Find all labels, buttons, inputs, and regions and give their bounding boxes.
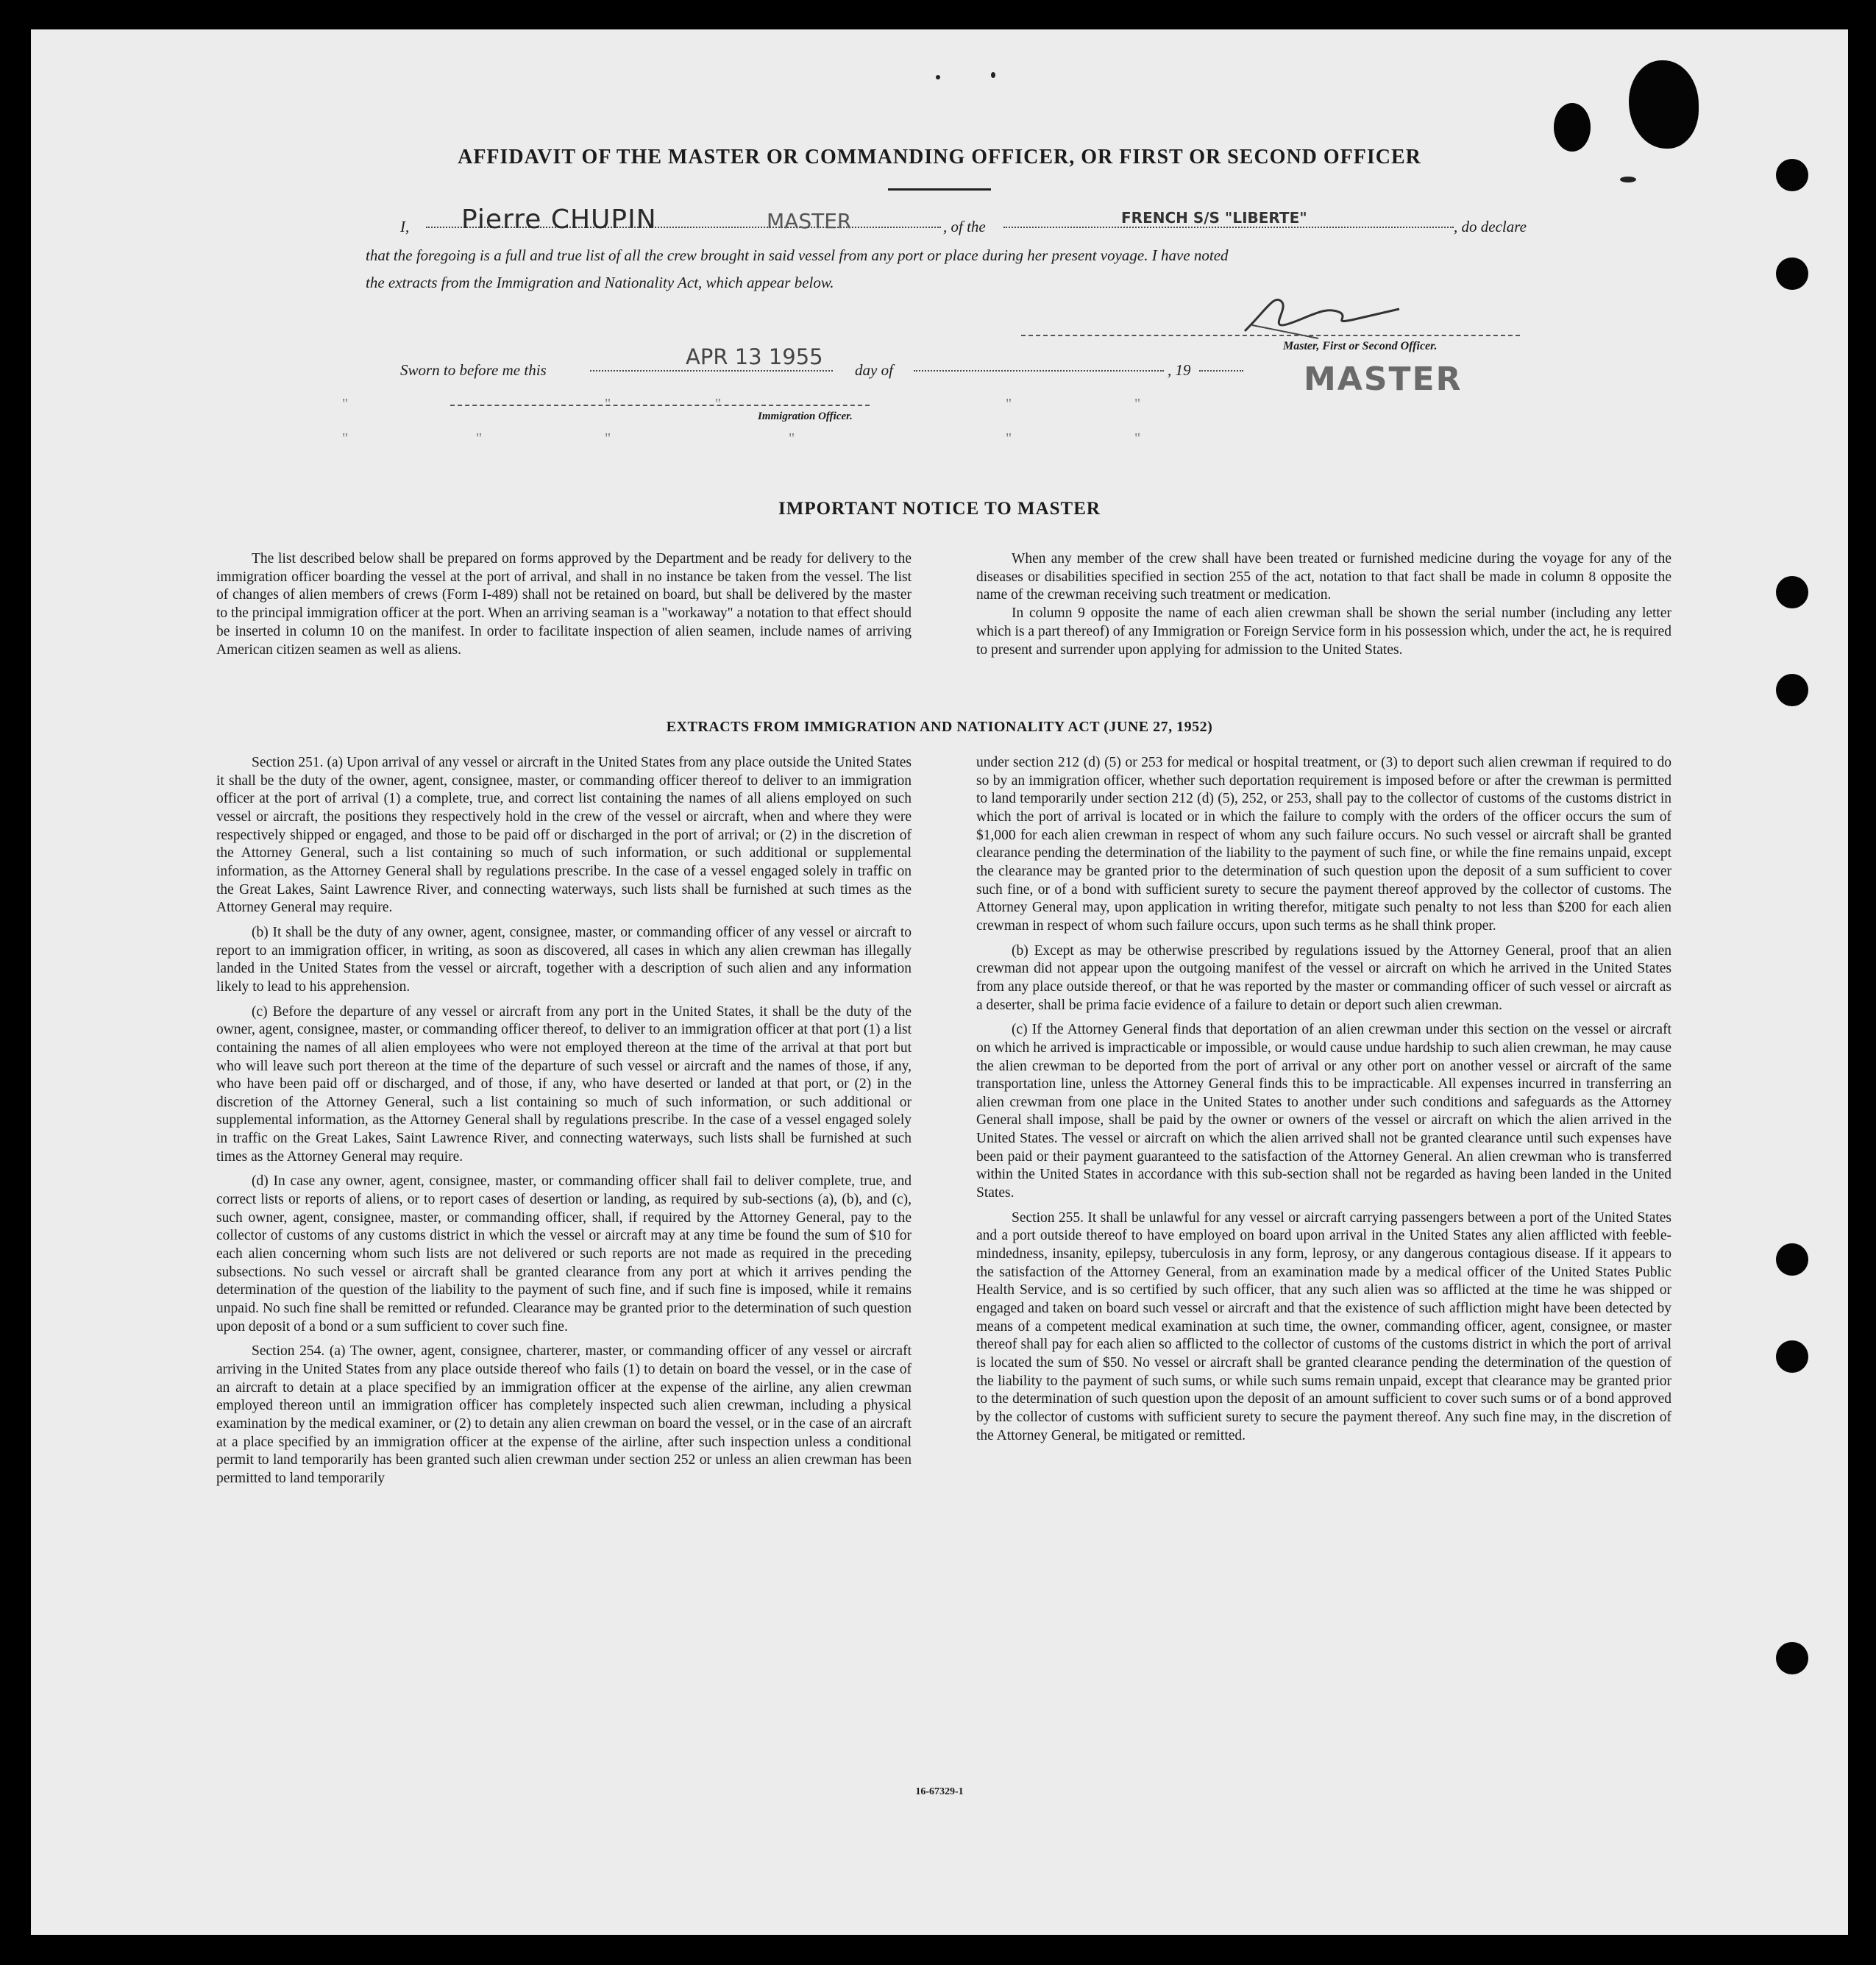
ditto-mark: " <box>715 396 722 412</box>
declaration-line-1: that the foregoing is a full and true list of all the crew brought in said vessel from any port or place during her present voyage. I have noted <box>366 246 1229 264</box>
section-paragraph: Section 254. (a) The owner, agent, consignee, charterer, master, or commanding officer of any vessel or aircraft arriving in the United States from any place outside thereof who fails (1) to detain on board the vessel, or in the case of an aircraft to detain at a place specified by an immigration officer at the expense of the airline, any alien crewman employed thereon until an immigration officer has completely inspected such alien crewman, including a physical examination by the medical examiner, or (2) to detain any alien crewman on board the vessel, or in the case of an aircraft at a place specified by an immigration officer at the expense of the airline, after such inspection unless a conditional permit to land temporarily has been granted such alien crewman under section 252 or unless an alien crewman has been permitted to land temporarily <box>216 1343 912 1486</box>
punch-hole <box>1554 103 1591 152</box>
punch-hole <box>1776 1340 1808 1373</box>
sworn-date-line <box>590 370 833 372</box>
ditto-mark: " <box>789 430 795 447</box>
signature-line <box>1021 335 1520 336</box>
scan-speck <box>991 72 995 78</box>
year-label: , 19 <box>1168 361 1191 379</box>
notice-paragraph: The list described below shall be prepared on forms approved by the Department and be ready for delivery to the immigration officer boarding the vessel at the port of arrival, and shall in no instance be taken from the vessel. The list of changes of alien members of crews (Form I-489) shall not be retained on board, but shall be delivered by the master to the principal immigration officer at the port. When an arriving seaman is a "workaway" a notation to that effect should be inserted in column 10 on the manifest. In order to facilitate inspection of alien seamen, include names of arriving American citizen seamen as well as aliens. <box>216 551 912 658</box>
punch-hole <box>1776 576 1808 608</box>
extracts-left-column <box>216 754 912 1495</box>
ditto-mark: " <box>342 396 349 412</box>
do-declare-label: , do declare <box>1454 218 1527 235</box>
ditto-mark: " <box>1006 396 1012 412</box>
form-code: 16-67329-1 <box>915 1786 964 1797</box>
ditto-mark: " <box>1134 430 1141 447</box>
notice-paragraph: When any member of the crew shall have been treated or furnished medicine during the voyage for any of the diseases or disabilities specified in section 255 of the act, notation to that fact shall be made in column 8 opposite the name of the crewman receiving such treatment or medication. <box>976 551 1671 603</box>
section-paragraph: (d) In case any owner, agent, consignee, master, or commanding officer shall fail to deliver complete, true, and correct lists or reports of aliens, or to report cases of desertion or landing, as required by sub-sections (a), (b), and (c), such owner, agent, consignee, master, or commanding officer, shall, if required by the Attorney General, pay to the collector of customs of any customs district in which the vessel or aircraft may at any time be found the sum of $10 for each alien concerning whom such lists are not delivered or such reports are not made as required in the preceding subsections. No such vessel or aircraft shall be granted clearance from any port at which it arrives pending the determination of the question of the liability to the payment of such fine, and if such fine is imposed, while it remains unpaid. No such fine shall be remitted or refunded. Clearance may be granted prior to the determination of such question upon deposit of a bond or a sum sufficient to cover such fine. <box>216 1173 912 1335</box>
extracts-right-column <box>976 754 1671 1451</box>
day-of-label: day of <box>855 361 893 379</box>
master-rank: MASTER <box>767 209 852 233</box>
ditto-mark: " <box>1134 396 1141 412</box>
vessel-line <box>1003 227 1454 228</box>
ditto-mark: " <box>1006 430 1012 447</box>
notice-left-column <box>216 550 912 659</box>
ditto-mark: " <box>605 430 611 447</box>
section-paragraph: Section 251. (a) Upon arrival of any vessel or aircraft in the United States from any place outside the United States it shall be the duty of the owner, agent, consignee, master, or commanding officer thereof to deliver to an immigration officer at the port of arrival (1) a complete, true, and correct list containing the names of all aliens employed on such vessel or aircraft, the positions they respectively hold in the crew of the vessel or aircraft, when and where they were respectively shipped or engaged, and those to be paid off or discharged in the port of arrival; or (2) in the discretion of the Attorney General, such a list containing so much of such information, or such additional or supplemental information, as the Attorney General shall by regulations prescribe. In the case of a vessel engaged solely in traffic on the Great Lakes, Saint Lawrence River, and connecting waterways, such lists shall be furnished at such times as the Attorney General may require. <box>216 755 912 916</box>
section-paragraph: under section 212 (d) (5) or 253 for medical or hospital treatment, or (3) to deport such alien crewman if required to do so by an immigration officer, whether such deportation requirement is imposed before or after the crewman is permitted to land temporarily under section 212 (d) (5), 252, or 253, shall pay to the collector of customs of the customs district in which the port of arrival is located or in which the failure to comply with the orders of the officer occurs the sum of $1,000 for each alien crewman in respect of whom any such failure occurs. No such vessel or aircraft shall be granted clearance pending the determination of the liability to the payment of such fine, or while the fine remains unpaid, except the clearance may be granted prior to the determination of such question upon the deposit of a sum sufficient to cover such fine, or of a bond with sufficient surety to secure the payment thereof approved by the collector of customs. The Attorney General may, upon application in writing therefor, mitigate such penalty to not less than $200 for each alien crewman in respect of whom such failure occurs, upon such terms as he shall think proper. <box>976 755 1671 934</box>
notice-right-column <box>976 550 1671 659</box>
punch-hole <box>1776 257 1808 290</box>
punch-hole <box>1776 1642 1808 1674</box>
section-paragraph: (c) If the Attorney General finds that deportation of an alien crewman under this section on the vessel or aircraft on which he arrived is impracticable or impossible, or would cause undue hardship to such alien crewman, he may cause the alien crewman to be deported from the port of arrival or any other port on another vessel or aircraft of the same transportation line, unless the Attorney General finds this to be impracticable. All expenses incurred in transferring an alien crewman from one place in the United States to another under such conditions and safeguards as the Attorney General shall impose, shall be paid by the owner or owners of the vessel or aircraft on which the alien arrived in the United States. The vessel or aircraft on which the alien arrived shall not be granted clearance until such expenses have been paid or their payment guaranteed to the satisfaction of the Attorney General. An alien crewman who is transferred within the United States in accordance with this sub-section shall not be regarded as having been landed in the United States. <box>976 1022 1671 1201</box>
month-line <box>914 370 1164 372</box>
master-name: Pierre CHUPIN <box>461 205 657 235</box>
extracts-title: EXTRACTS FROM IMMIGRATION AND NATIONALITY ACT (JUNE 27, 1952) <box>666 719 1213 735</box>
section-paragraph: (b) Except as may be otherwise prescribed by regulations issued by the Attorney General, proof that an alien crewman did not appear upon the outgoing manifest of the vessel or aircraft on which he arrived in the United States from any place outside thereof, or that he was reported by the master or commanding officer of such vessel or aircraft as a deserter, shall be prima facie evidence of a failure to detain or deport such alien crewman. <box>976 942 1671 1013</box>
section-paragraph: (b) It shall be the duty of any owner, agent, consignee, master, or commanding officer of any vessel or aircraft to report to an immigration officer, in writing, as soon as discovered, all cases in which any alien crewman has illegally landed in the United States from the vessel or aircraft, together with a description of such alien and any information likely to lead to his apprehension. <box>216 924 912 995</box>
section-paragraph: (c) Before the departure of any vessel or aircraft from any port in the United States, it shall be the duty of the owner, agent, consignee, master, or commanding officer thereof, to deliver to an immigration officer at that port (1) a list containing the names of all alien employees who were not employed thereon at the time of the arrival at that port but who will leave such port thereon at the time of the departure of such vessel or aircraft and the names of those, if any, who have been paid off or discharged, and of those, if any, who have deserted or landed at that port, or (2) in the discretion of the Attorney General, such a list containing so much of such information, or such additional or supplemental information, as the Attorney General shall by regulations prescribe. In the case of a vessel engaged solely in traffic on the Great Lakes, Saint Lawrence River, and connecting waterways, such lists shall be furnished at such times as the Attorney General may require. <box>216 1003 912 1165</box>
section-paragraph: Section 255. It shall be unlawful for any vessel or aircraft carrying passengers between a port of the United States and a port outside thereof to have employed on board upon arrival in the United States any alien afflicted with feeble-mindedness, insanity, epilepsy, tuberculosis in any form, leprosy, or any dangerous contagious disease. If it appears to the satisfaction of the Attorney General, from an examination made by a medical officer of the United States Public Health Service, and is so certified by such officer, that any such alien was so afflicted at the time he was shipped or engaged and taken on board such vessel or aircraft and that the existence of such affliction might have been detected by means of a competent medical examination at such time, the owner, commanding officer, agent, consignee, or master thereof shall pay for each alien so afflicted to the collector of customs of the customs district in which the port of arrival is located the sum of $50. No vessel or aircraft shall be granted clearance pending the determination of the question of the liability to the payment of such sums, or while such sums remain unpaid, except that clearance may be granted prior to the determination of such question upon the deposit of an amount sufficient to cover such sums or of a bond approved by the collector of customs with sufficient surety to secure the payment thereof. Any such fine may, in the discretion of the Attorney General, be mitigated or remitted. <box>976 1209 1671 1443</box>
date-stamp: APR 13 1955 <box>686 344 823 369</box>
signature-caption: Master, First or Second Officer. <box>1283 340 1438 352</box>
year-line <box>1199 370 1243 372</box>
punch-hole <box>1629 60 1699 149</box>
scan-speck <box>1620 177 1636 182</box>
immigration-officer-line <box>450 405 870 406</box>
punch-hole <box>1776 1243 1808 1276</box>
punch-hole <box>1776 674 1808 706</box>
scan-speck <box>936 75 940 79</box>
notice-paragraph: In column 9 opposite the name of each alien crewman shall be shown the serial number (including any letter which is a part thereof) of any Immigration or Foreign Service form in his possession which, under the act, he is required to present and surrender upon applying for admission to the United States. <box>976 605 1671 658</box>
master-stamp: MASTER <box>1304 360 1463 398</box>
ditto-mark: " <box>476 430 483 447</box>
notice-title: IMPORTANT NOTICE TO MASTER <box>778 499 1101 519</box>
immigration-officer-caption: Immigration Officer. <box>758 411 853 422</box>
affidavit-title: AFFIDAVIT OF THE MASTER OR COMMANDING OFFICER, OR FIRST OR SECOND OFFICER <box>458 146 1421 168</box>
of-the-label: , of the <box>943 218 986 235</box>
ditto-mark: " <box>342 430 349 447</box>
sworn-label: Sworn to before me this <box>400 361 547 379</box>
ditto-mark: " <box>605 396 611 412</box>
document-page <box>31 29 1848 1935</box>
vessel-name: FRENCH S/S "LIBERTE" <box>1121 209 1307 227</box>
title-divider <box>888 188 991 191</box>
affidavit-i-label: I, <box>400 218 410 235</box>
declaration-line-2: the extracts from the Immigration and Nationality Act, which appear below. <box>366 274 834 291</box>
